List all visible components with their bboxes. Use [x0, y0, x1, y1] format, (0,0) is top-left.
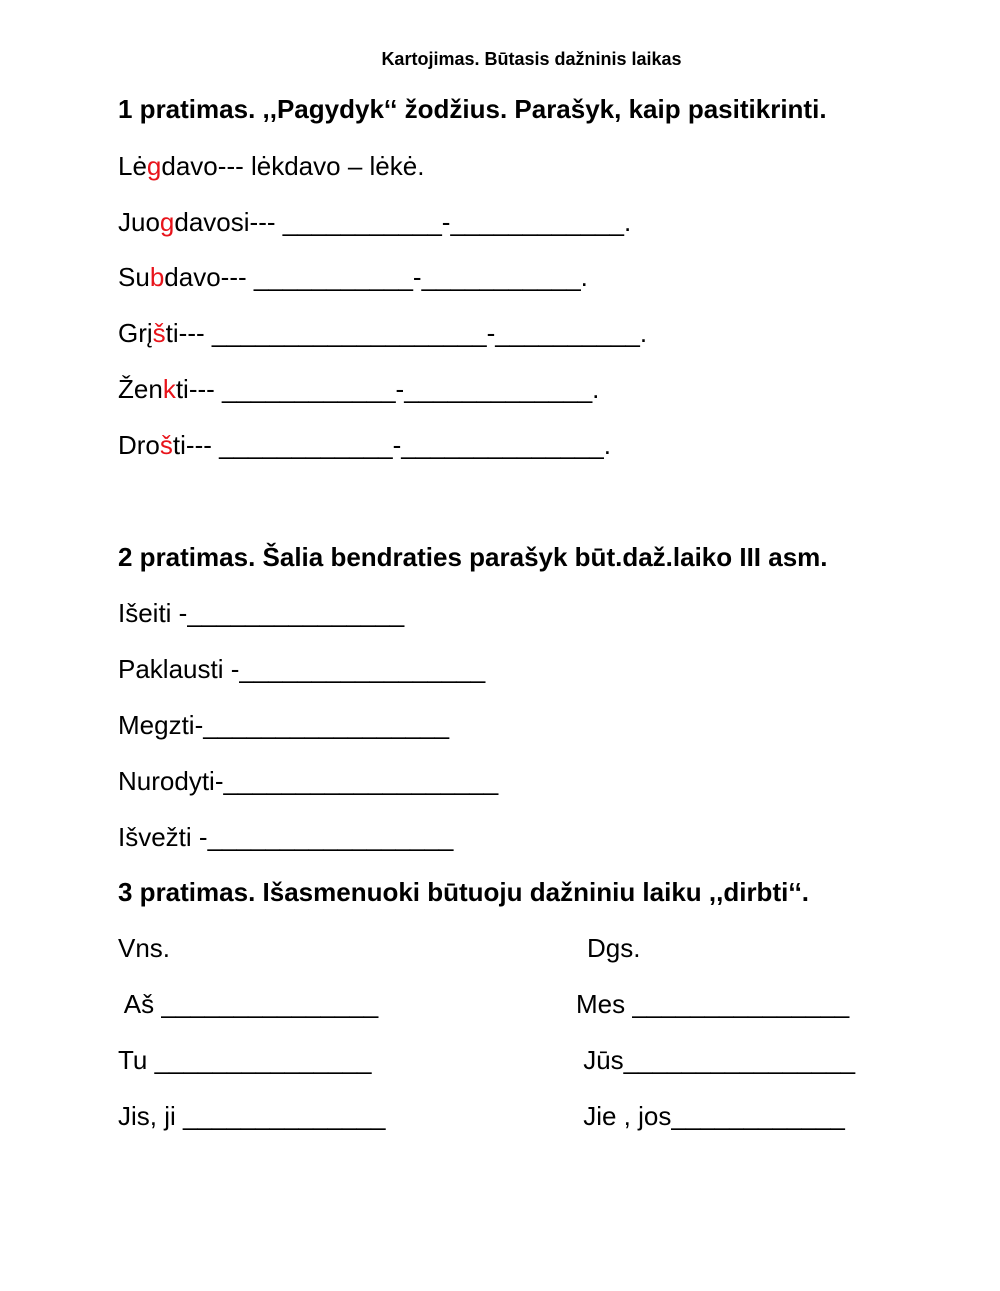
ex3-plural-1[interactable]: Mes _______________ [576, 989, 850, 1019]
highlighted-letter: š [152, 318, 166, 348]
singular-header: Vns. [118, 933, 171, 963]
ex1-item-1[interactable]: Lėgdavo--- lėkdavo – lėkė. [118, 151, 425, 181]
ex2-item-4[interactable]: Nurodyti-___________________ [118, 766, 499, 796]
highlighted-letter: b [149, 262, 165, 292]
exercise-1-heading: 1 pratimas. ,,Pagydyk‘‘ žodžius. Parašyk, kaip pasitikrinti. [118, 94, 827, 124]
ex2-item-2[interactable]: Paklausti -_________________ [118, 654, 486, 684]
plural-header: Dgs. [587, 933, 641, 963]
ex3-plural-2[interactable]: Jūs________________ [576, 1045, 856, 1075]
highlighted-letter: k [162, 374, 176, 404]
exercise-3-heading: 3 pratimas. Išasmenuoki būtuoju dažniniu laiku ,,dirbti‘‘. [118, 877, 810, 907]
ex1-item-3[interactable]: Subdavo--- ___________-___________. [118, 262, 588, 292]
page-title: Kartojimas. Būtasis dažninis laikas [381, 49, 682, 69]
ex2-item-5[interactable]: Išvežti -_________________ [118, 822, 454, 852]
ex1-item-6[interactable]: Drošti--- ____________-______________. [118, 430, 611, 460]
highlighted-letter: g [146, 151, 162, 181]
ex2-item-3[interactable]: Megzti-_________________ [118, 710, 450, 740]
highlighted-letter: š [159, 430, 173, 460]
ex3-singular-1[interactable]: Aš _______________ [118, 989, 379, 1019]
ex3-singular-3[interactable]: Jis, ji ______________ [118, 1101, 386, 1131]
exercise-2-heading: 2 pratimas. Šalia bendraties parašyk būt.daž.laiko III asm. [118, 542, 828, 572]
ex3-plural-3[interactable]: Jie , jos____________ [576, 1101, 845, 1131]
ex1-item-2[interactable]: Juogdavosi--- ___________-____________. [118, 207, 632, 237]
ex1-item-5[interactable]: Ženkti--- ____________-_____________. [118, 374, 600, 404]
ex1-item-4[interactable]: Grįšti--- ___________________-__________. [118, 318, 648, 348]
highlighted-letter: g [159, 207, 175, 237]
ex2-item-1[interactable]: Išeiti -_______________ [118, 598, 405, 628]
ex3-singular-2[interactable]: Tu _______________ [118, 1045, 372, 1075]
